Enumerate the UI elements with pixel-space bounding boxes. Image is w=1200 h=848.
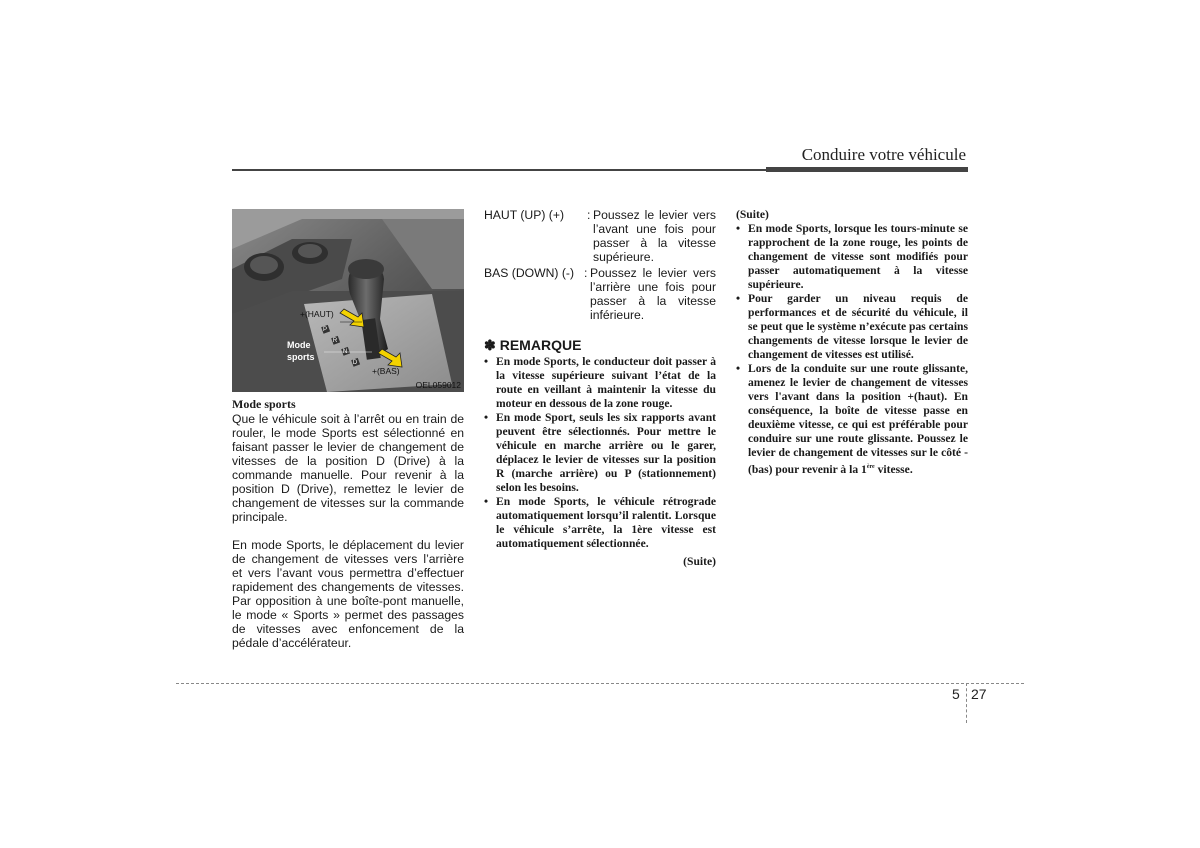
definition-row xyxy=(484,266,716,322)
list-item: • En mode Sports, le conducteur doit passer à la vitesse supérieure suivant l’état de la route en veillant à maintenir la vitesse du moteur en dessous de la zone rouge. xyxy=(484,355,716,410)
sports-mode-label: Mode sports xyxy=(287,340,315,362)
gear-letter: P xyxy=(322,327,328,333)
remarque-list xyxy=(484,355,716,551)
section-title: Mode sports xyxy=(232,397,296,411)
page-header-title: Conduire votre véhicule xyxy=(801,145,966,164)
continued-label: (Suite) xyxy=(736,208,769,221)
definition-desc: Poussez le levier vers l’arrière une fois pour passer à la vitesse inférieure. xyxy=(590,266,716,322)
continued-list xyxy=(736,222,968,477)
definition-desc: Poussez le levier vers l’avant une fois pour passer à la vitesse supérieure. xyxy=(593,208,716,264)
paragraph: Que le véhicule soit à l’arrêt ou en train de rouler, le mode Sports est sélectionné en faisant passer le levier de changement de vitesses de la position D (Drive) à la commande manuelle. Pour revenir à la position D (Drive), remettez le levier de changement de vitesses sur la commande principale. xyxy=(232,412,464,524)
footer-rule xyxy=(176,683,1024,684)
right-column xyxy=(736,208,968,477)
gear-shift-illustration xyxy=(232,209,464,392)
asterisk-icon: ✽ xyxy=(484,337,496,353)
remarque-title: REMARQUE xyxy=(499,337,582,353)
gear-letter: N xyxy=(342,349,348,355)
definition-separator: : xyxy=(587,208,591,222)
gear-letter: D xyxy=(352,360,358,366)
continued-label: (Suite) xyxy=(683,555,716,568)
footer-divider xyxy=(966,683,967,723)
list-item: • En mode Sport, seuls les six rapports avant peuvent être sélectionnés. Pour mettre le véhicule en marche arrière ou le garer, déplacez le levier de vitesses sur la position R (marche arrière) ou P (stationnement) selon les besoins. xyxy=(484,411,716,494)
remarque-heading xyxy=(484,338,716,352)
header-rule-accent xyxy=(766,167,968,172)
definition-term: HAUT (UP) (+) xyxy=(484,208,565,222)
gear-shift-photo xyxy=(232,209,464,392)
paragraph: En mode Sports, le déplacement du levier de changement de vitesses vers l’arrière et vers l’avant vous permettra d’effectuer rapidement des changements de vitesses. Par opposition à une boîte-pont manuelle, le mode « Sports » permet des passages de vitesses avec enfoncement de la pédale d’accélérateur. xyxy=(232,538,464,650)
list-item: • En mode Sports, lorsque les tours-minute se rapprochent de la zone rouge, les points de changement de vitesse sont modifiés pour passer automatiquement à la vitesse supérieure. xyxy=(736,222,968,291)
figure-caption: OEL059012 xyxy=(415,380,461,390)
list-item: • Lors de la conduite sur une route glissante, amenez le levier de changement de vitesses vers l'avant dans la position +(haut). En conséquence, la boîte de vitesse passe en deuxième vitesse, ce qui est préférable pour conduire sur une route glissante. Poussez le levier de changement de vitesses sur le côté - (bas) pour revenir à la 1ère vitesse. xyxy=(736,362,968,476)
shift-down-label: +(BAS) xyxy=(372,366,400,376)
left-column xyxy=(232,397,464,650)
definition-separator: : xyxy=(584,266,588,280)
list-item: • Pour garder un niveau requis de performances et de sécurité du véhicule, il se peut que le système n’exécute pas certains changements de vitesse lorsque le levier de changement de vitesses est utilisé. xyxy=(736,292,968,361)
definition-term: BAS (DOWN) (-) xyxy=(484,266,575,280)
middle-column xyxy=(484,208,716,569)
gear-letter: R xyxy=(332,338,338,344)
chapter-number: 5 xyxy=(952,686,960,702)
page-number: 27 xyxy=(971,686,987,702)
shift-up-label: +(HAUT) xyxy=(300,309,334,319)
list-item: • En mode Sports, le véhicule rétrograde automatiquement lorsqu’il ralentit. Lorsque le véhicule s’arrête, la 1ère vitesse est automatiquement sélectionnée. xyxy=(484,495,716,550)
definition-row xyxy=(484,208,716,264)
